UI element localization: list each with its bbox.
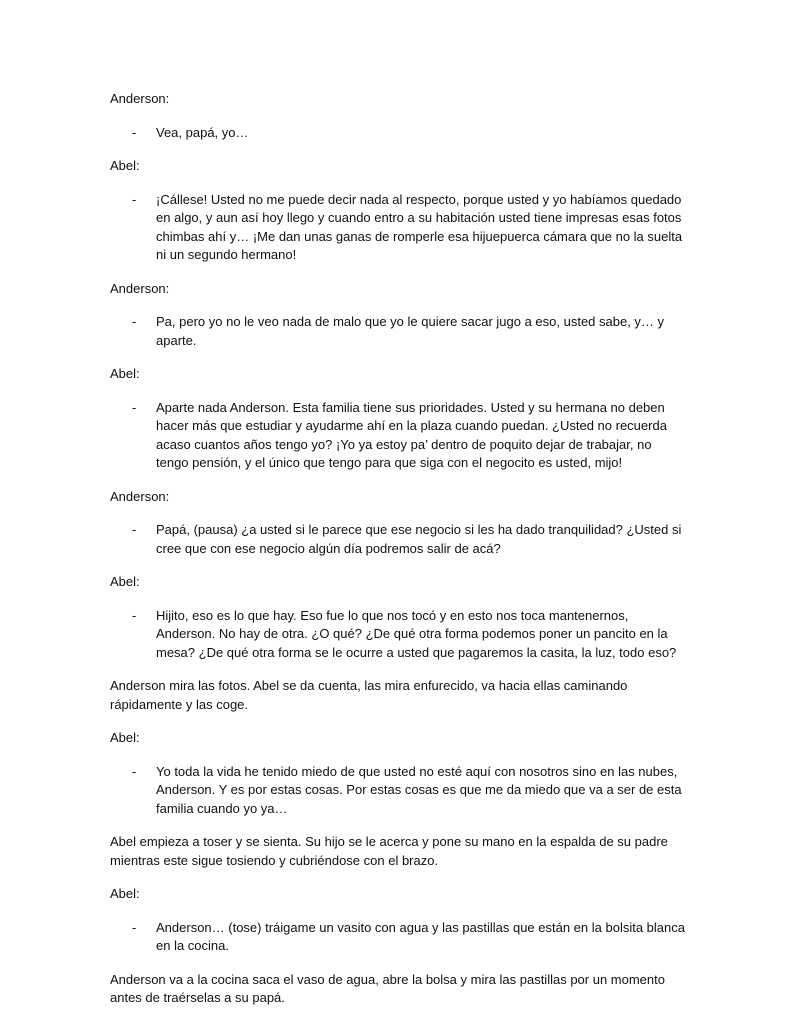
dialogue-dash: - — [132, 191, 137, 207]
dialogue-line — [110, 191, 685, 265]
dialogue-dash: - — [132, 399, 137, 415]
action-description: Anderson mira las fotos. Abel se da cuenta, las mira enfurecido, va hacia ellas caminando rápidamente y las coge. — [110, 678, 628, 712]
action-description: Abel empieza a toser y se sienta. Su hijo se le acerca y pone su mano en la espalda de su padre mientras este sigue tosiendo y cubriéndose con el brazo. — [110, 834, 668, 868]
dialogue-text: Vea, papá, yo… — [156, 124, 249, 140]
speaker-name: Anderson: — [110, 91, 170, 106]
dialogue-text: Yo toda la vida he tenido miedo de que usted no esté aquí con nosotros sino en las nubes, Anderson. Y es por estas cosas. Por estas cosas es que me da miedo que va a ser de esta familia cuando yo ya… — [156, 763, 682, 816]
speaker-name: Abel: — [110, 366, 140, 381]
speaker-name: Abel: — [110, 574, 140, 589]
dialogue-line — [110, 124, 685, 143]
dialogue-text: ¡Cállese! Usted no me puede decir nada al respecto, porque usted y yo habíamos quedado en algo, y aun así hoy llego y cuando entro a su habitación usted tiene impresas esas fotos chimbas ahí y… ¡Me dan unas ganas de romperle esa hijuepuerca cámara que no la suelta ni un segundo hermano! — [156, 191, 683, 262]
speaker-name: Abel: — [110, 158, 140, 173]
dialogue-line — [110, 607, 685, 663]
dialogue-text: Anderson… (tose) tráigame un vasito con agua y las pastillas que están en la bolsita blanca en la cocina. — [156, 919, 685, 953]
dialogue-dash: - — [132, 522, 137, 537]
dialogue-dash: - — [132, 607, 137, 623]
dialogue-dash: - — [132, 314, 137, 329]
dialogue-text: Aparte nada Anderson. Esta familia tiene sus prioridades. Usted y su hermana no deben hacer más que estudiar y ayudarme ahí en la plaza cuando puedan. ¿Usted no recuerda acaso cuantos años tengo yo? ¡Yo ya estoy pa’ dentro de poquito dejar de trabajar, no tengo pensión, y el único que tengo para que siga con el negocito es usted, mijo! — [156, 399, 667, 470]
dialogue-text: Hijito, eso es lo que hay. Eso fue lo que nos tocó y en esto nos toca mantenernos, Anderson. No hay de otra. ¿O qué? ¿De qué otra forma podemos poner un pancito en la mesa? ¿De qué otra forma se le ocurre a usted que pagaremos la casita, la luz, todo eso? — [156, 607, 677, 660]
dialogue-line — [110, 521, 685, 558]
dialogue-dash: - — [132, 124, 137, 140]
script-page — [110, 90, 685, 1023]
dialogue-dash: - — [132, 919, 137, 935]
dialogue-line — [110, 399, 685, 473]
speaker-name: Abel: — [110, 886, 140, 901]
action-description: Anderson va a la cocina saca el vaso de agua, abre la bolsa y mira las pastillas por un momento antes de traérselas a su papá. — [110, 971, 665, 1005]
dialogue-line — [110, 919, 685, 956]
dialogue-line — [110, 313, 685, 350]
speaker-name: Abel: — [110, 730, 140, 745]
speaker-name: Anderson: — [110, 488, 170, 504]
dialogue-text: Pa, pero yo no le veo nada de malo que yo le quiere sacar jugo a eso, usted sabe, y… y aparte. — [156, 314, 665, 348]
dialogue-text: Papá, (pausa) ¿a usted si le parece que ese negocio si les ha dado tranquilidad? ¿Usted si cree que con ese negocio algún día podremos salir de acá? — [156, 522, 682, 556]
dialogue-dash: - — [132, 763, 137, 779]
speaker-name: Anderson: — [110, 280, 170, 296]
dialogue-line — [110, 763, 685, 819]
